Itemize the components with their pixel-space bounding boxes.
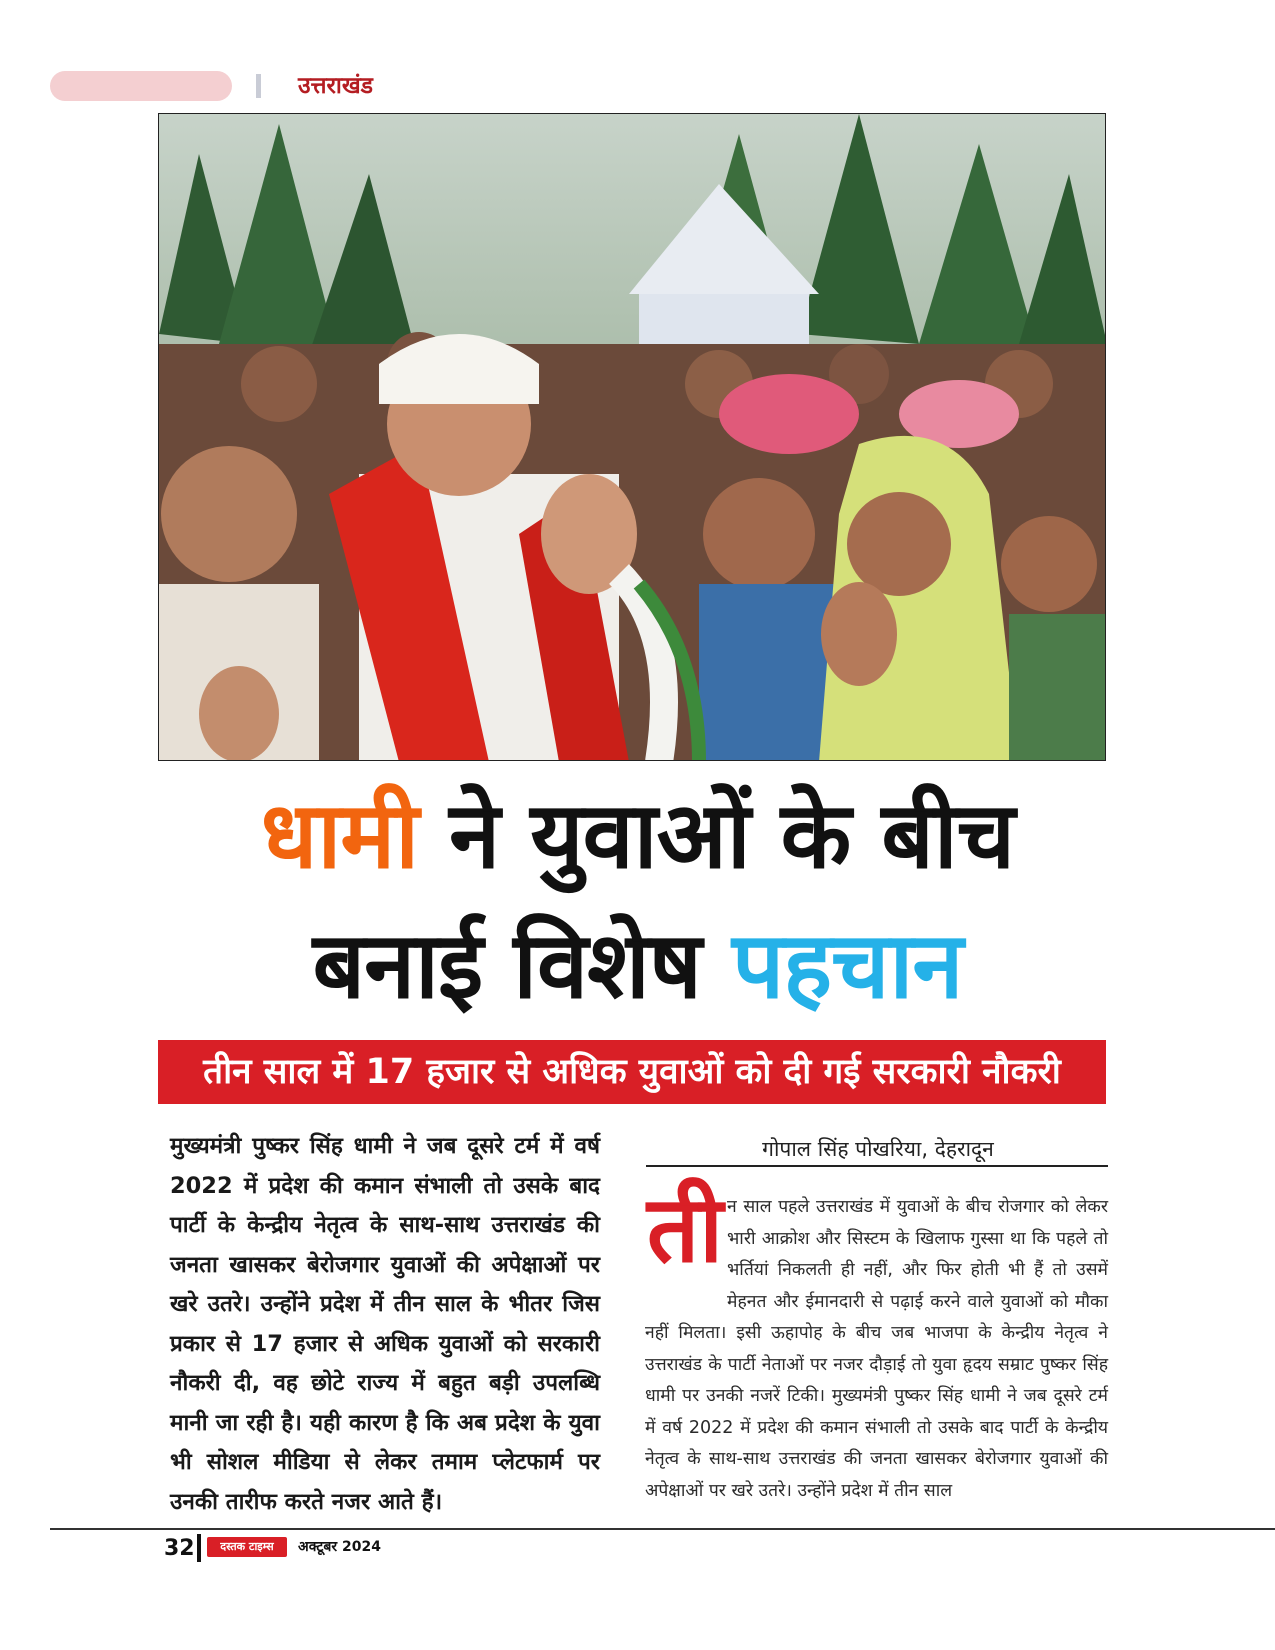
section-label: उत्तराखंड xyxy=(298,73,373,99)
headline-line-1 xyxy=(0,782,1275,889)
headline-line-2 xyxy=(0,912,1275,1019)
article-body-column xyxy=(645,1192,1108,1507)
page-number: 32 xyxy=(164,1536,195,1561)
subheadline-banner: तीन साल में 17 हजार से अधिक युवाओं को दी गई सरकारी नौकरी xyxy=(158,1040,1106,1104)
article-body-text: न साल पहले उत्तराखंड में युवाओं के बीच रोजगार को लेकर भारी आक्रोश और सिस्टम के खिलाफ गुस्सा था कि पहले तो भर्तियां निकलती ही नहीं, और फिर होती भी हैं तो उसमें मेहनत और ईमानदारी से पढ़ाई करने वाले युवाओं को मौका नहीं मिलता। इसी ऊहापोह के बीच जब भाजपा के केन्द्रीय नेतृत्व ने उत्तराखंड के पार्टी नेताओं पर नजर दौड़ाई तो युवा हृदय सम्राट पुष्कर सिंह धामी पर उनकी नजरें टिकी। मुख्यमंत्री पुष्कर सिंह धामी ने जब दूसरे टर्म में वर्ष 2022 में प्रदेश की कमान संभाली तो उसके बाद पार्टी के केन्द्रीय नेतृत्व के साथ-साथ उत्तराखंड की जनता खासकर बेरोजगार युवाओं की अपेक्षाओं पर खरे उतरे। उन्होंने प्रदेश में तीन साल xyxy=(645,1197,1108,1501)
headline-line-1-text: ने युवाओं के बीच xyxy=(418,782,1015,889)
byline-rule xyxy=(646,1165,1108,1167)
article-byline: गोपाल सिंह पोखरिया, देहरादून xyxy=(762,1137,994,1161)
footer-rule xyxy=(50,1528,1275,1530)
headline-highlight-name: धामी xyxy=(260,782,419,889)
headline-highlight-word: पहचान xyxy=(731,912,963,1019)
section-divider xyxy=(256,74,261,98)
drop-cap: ती xyxy=(646,1176,724,1283)
issue-date: अक्टूबर 2024 xyxy=(298,1539,381,1555)
magazine-logo: दस्तक टाइम्स xyxy=(207,1537,287,1557)
lead-paragraph: मुख्यमंत्री पुष्कर सिंह धामी ने जब दूसरे टर्म में वर्ष 2022 में प्रदेश की कमान संभाली तो उसके बाद पार्टी के केन्द्रीय नेतृत्व के साथ-साथ उत्तराखंड की जनता खासकर बेरोजगार युवाओं की अपेक्षाओं पर खरे उतरे। उन्होंने प्रदेश में तीन साल के भीतर जिस प्रकार से 17 हजार से अधिक युवाओं को सरकारी नौकरी दी, वह छोटे राज्य में बहुत बड़ी उपलब्धि मानी जा रही है। यही कारण है कि अब प्रदेश के युवा भी सोशल मीडिया से लेकर तमाम प्लेटफार्म पर उनकी तारीफ करते नजर आते हैं। xyxy=(170,1133,600,1515)
section-pill xyxy=(50,71,232,101)
headline-line-2-text: बनाई विशेष xyxy=(312,912,732,1019)
footer-divider xyxy=(197,1534,201,1562)
article-photo xyxy=(158,113,1106,761)
